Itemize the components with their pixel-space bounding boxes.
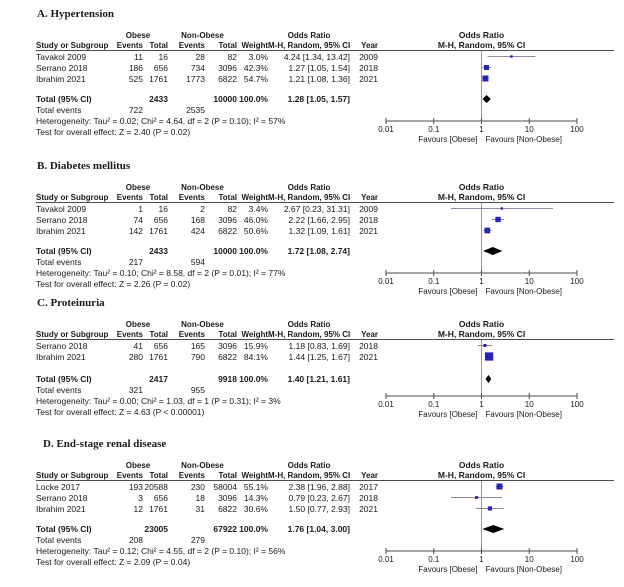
total-events-label: Total events bbox=[36, 105, 82, 115]
empty-cell bbox=[350, 105, 378, 116]
plot-header-mh-random: M-H, Random, 95% CI bbox=[437, 329, 526, 339]
empty-cell bbox=[108, 246, 143, 257]
effect-square bbox=[510, 55, 512, 57]
heterogeneity-note: Heterogeneity: Tau² = 0.00; Chi² = 1.03, df = 1 (P = 0.31); I² = 3% bbox=[36, 396, 281, 406]
nonobese-events: 1773 bbox=[186, 74, 205, 84]
odds-ratio-ci: 1.27 [1.05, 1.54] bbox=[288, 63, 350, 73]
empty-cell bbox=[143, 257, 168, 268]
obese-events: 525 bbox=[128, 74, 143, 84]
effect-square bbox=[495, 217, 500, 222]
nonobese-events: 2 bbox=[200, 204, 205, 214]
nonobese-total: 6822 bbox=[218, 352, 237, 362]
total-odds-ratio-ci: 1.28 [1.05, 1.57] bbox=[287, 94, 350, 104]
column-header-5: Weight bbox=[241, 41, 268, 50]
empty-cell bbox=[350, 535, 378, 546]
panel-end-stage-renal-disease bbox=[36, 438, 614, 578]
obese-total: 656 bbox=[153, 341, 168, 351]
axis-tick-label: 1 bbox=[479, 400, 484, 409]
nonobese-total: 6822 bbox=[218, 74, 237, 84]
column-header-4: Total bbox=[218, 193, 237, 202]
total-obese: 2433 bbox=[149, 246, 168, 256]
total-events-label: Total events bbox=[36, 257, 82, 267]
total-events-obese: 208 bbox=[128, 535, 143, 545]
empty-cell bbox=[350, 257, 378, 268]
table-row bbox=[36, 482, 378, 493]
favours-left-label: Favours [Obese] bbox=[418, 410, 478, 419]
plot-header-odds-ratio: Odds Ratio bbox=[458, 460, 505, 470]
axis-tick-label: 1 bbox=[479, 277, 484, 286]
table-row bbox=[36, 385, 378, 396]
favours-left-label: Favours [Obese] bbox=[418, 565, 478, 574]
nonobese-events: 230 bbox=[190, 482, 205, 492]
year: 2009 bbox=[359, 52, 378, 62]
total-obese: 23005 bbox=[144, 524, 168, 534]
total-odds-ratio-ci: 1.40 [1.21, 1.61] bbox=[287, 374, 350, 384]
obese-total: 656 bbox=[153, 215, 168, 225]
column-header-5: Weight bbox=[241, 193, 268, 202]
obese-events: 41 bbox=[133, 341, 143, 351]
axis-tick-label: 10 bbox=[524, 400, 534, 409]
column-header-7: Year bbox=[361, 41, 378, 50]
weight: 3.0% bbox=[248, 52, 268, 62]
column-header-2: Total bbox=[149, 471, 168, 480]
group-header-nonobese: Non-Obese bbox=[181, 320, 224, 329]
empty-cell bbox=[350, 385, 378, 396]
empty-cell bbox=[205, 257, 237, 268]
group-header-odds-ratio: Odds Ratio bbox=[287, 31, 331, 40]
year: 2018 bbox=[359, 493, 378, 503]
odds-ratio-ci: 1.21 [1.08, 1.36] bbox=[288, 74, 350, 84]
odds-ratio-ci: 0.79 [0.23, 2.67] bbox=[288, 493, 350, 503]
effect-square bbox=[485, 352, 493, 360]
forest-plot bbox=[380, 8, 624, 148]
plot-header-mh-random: M-H, Random, 95% CI bbox=[437, 470, 526, 480]
weight: 46.0% bbox=[243, 215, 268, 225]
total-events-nonobese: 955 bbox=[190, 385, 205, 395]
empty-cell bbox=[205, 105, 237, 116]
obese-events: 280 bbox=[128, 352, 143, 362]
table-row bbox=[36, 535, 378, 546]
total-diamond bbox=[483, 95, 491, 103]
effect-square bbox=[488, 506, 492, 510]
group-header-nonobese: Non-Obese bbox=[181, 183, 224, 192]
obese-events: 142 bbox=[128, 226, 143, 236]
empty-cell bbox=[268, 105, 350, 116]
axis-tick-label: 0.01 bbox=[378, 125, 394, 134]
empty-cell bbox=[237, 385, 268, 396]
nonobese-total: 6822 bbox=[218, 226, 237, 236]
column-header-4: Total bbox=[218, 330, 237, 339]
year: 2009 bbox=[359, 204, 378, 214]
empty-cell bbox=[108, 94, 143, 105]
study-name: Ibrahim 2021 bbox=[36, 352, 86, 362]
study-name: Ibrahim 2021 bbox=[36, 74, 86, 84]
study-name: Serrano 2018 bbox=[36, 215, 88, 225]
obese-events: 186 bbox=[128, 63, 143, 73]
obese-events: 11 bbox=[134, 52, 143, 62]
year: 2018 bbox=[359, 63, 378, 73]
effect-square bbox=[484, 228, 490, 234]
group-header-obese: Obese bbox=[125, 183, 151, 192]
weight: 3.4% bbox=[248, 204, 268, 214]
total-events-obese: 321 bbox=[128, 385, 143, 395]
nonobese-total: 82 bbox=[227, 52, 237, 62]
column-header-3: Events bbox=[178, 41, 205, 50]
empty-cell bbox=[237, 105, 268, 116]
year: 2021 bbox=[359, 352, 378, 362]
empty-cell bbox=[205, 385, 237, 396]
plot-header-odds-ratio: Odds Ratio bbox=[458, 319, 505, 329]
column-header-6: M-H, Random, 95% CI bbox=[268, 41, 351, 50]
panel-diabetes-mellitus bbox=[36, 160, 614, 300]
empty-cell bbox=[237, 535, 268, 546]
year: 2018 bbox=[359, 341, 378, 351]
column-header-1: Events bbox=[116, 330, 143, 339]
nonobese-events: 165 bbox=[190, 341, 205, 351]
obese-events: 74 bbox=[133, 215, 143, 225]
column-header-5: Weight bbox=[241, 471, 268, 480]
plot-header-odds-ratio: Odds Ratio bbox=[458, 30, 505, 40]
weight: 54.7% bbox=[243, 74, 268, 84]
group-header-odds-ratio: Odds Ratio bbox=[287, 183, 331, 192]
effect-square bbox=[483, 344, 486, 347]
panel-title: C. Proteinuria bbox=[37, 297, 105, 309]
table-row bbox=[36, 63, 378, 74]
axis-tick-label: 10 bbox=[524, 125, 534, 134]
table-row bbox=[36, 504, 378, 515]
column-header-6: M-H, Random, 95% CI bbox=[268, 193, 351, 202]
empty-cell bbox=[168, 374, 205, 385]
total-events-label: Total events bbox=[36, 385, 82, 395]
study-name: Serrano 2018 bbox=[36, 341, 88, 351]
column-header-3: Events bbox=[178, 471, 205, 480]
table-row bbox=[36, 52, 378, 63]
obese-total: 656 bbox=[153, 63, 168, 73]
nonobese-events: 18 bbox=[195, 493, 205, 503]
column-header-7: Year bbox=[361, 330, 378, 339]
total-nonobese: 10000 bbox=[213, 246, 237, 256]
column-header-0: Study or Subgroup bbox=[36, 193, 109, 202]
empty-cell bbox=[350, 94, 378, 105]
odds-ratio-ci: 2.67 [0.23, 31.31] bbox=[283, 204, 350, 214]
odds-ratio-ci: 1.32 [1.09, 1.61] bbox=[288, 226, 350, 236]
axis-tick-label: 100 bbox=[570, 400, 584, 409]
plot-header-odds-ratio: Odds Ratio bbox=[458, 182, 505, 192]
total-nonobese: 67922 bbox=[213, 524, 237, 534]
column-header-1: Events bbox=[116, 471, 143, 480]
column-header-6: M-H, Random, 95% CI bbox=[268, 330, 351, 339]
total-events-label: Total events bbox=[36, 535, 82, 545]
empty-cell bbox=[168, 524, 205, 535]
total-label: Total (95% CI) bbox=[36, 246, 92, 256]
total-label: Total (95% CI) bbox=[36, 94, 92, 104]
nonobese-events: 31 bbox=[195, 504, 205, 514]
total-weight: 100.0% bbox=[239, 94, 268, 104]
forest-plot bbox=[380, 160, 624, 300]
favours-left-label: Favours [Obese] bbox=[418, 287, 478, 296]
panel-title: A. Hypertension bbox=[37, 8, 114, 20]
effect-square bbox=[501, 207, 503, 209]
total-events-obese: 217 bbox=[128, 257, 143, 267]
total-odds-ratio-ci: 1.72 [1.08, 2.74] bbox=[287, 246, 350, 256]
column-header-4: Total bbox=[218, 41, 237, 50]
obese-total: 1761 bbox=[149, 352, 168, 362]
obese-total: 1761 bbox=[149, 74, 168, 84]
odds-ratio-ci: 1.44 [1.25, 1.67] bbox=[288, 352, 350, 362]
obese-events: 3 bbox=[138, 493, 143, 503]
year: 2021 bbox=[359, 74, 378, 84]
axis-tick-label: 10 bbox=[524, 277, 534, 286]
overall-effect-note: Test for overall effect: Z = 2.26 (P = 0.02) bbox=[36, 279, 191, 289]
obese-total: 20588 bbox=[144, 482, 168, 492]
total-nonobese: 10000 bbox=[213, 94, 237, 104]
overall-effect-note: Test for overall effect: Z = 2.09 (P = 0.04) bbox=[36, 557, 191, 567]
nonobese-events: 790 bbox=[190, 352, 205, 362]
obese-events: 1 bbox=[138, 204, 143, 214]
empty-cell bbox=[168, 94, 205, 105]
obese-events: 12 bbox=[133, 504, 143, 514]
empty-cell bbox=[268, 257, 350, 268]
table-row bbox=[36, 204, 378, 215]
odds-ratio-ci: 2.38 [1.96, 2.88] bbox=[288, 482, 350, 492]
column-header-2: Total bbox=[149, 41, 168, 50]
empty-cell bbox=[108, 374, 143, 385]
total-label: Total (95% CI) bbox=[36, 524, 92, 534]
year: 2017 bbox=[359, 482, 378, 492]
nonobese-total: 3096 bbox=[218, 63, 237, 73]
total-events-nonobese: 594 bbox=[190, 257, 205, 267]
empty-cell bbox=[205, 535, 237, 546]
obese-total: 656 bbox=[153, 493, 168, 503]
table-row bbox=[36, 74, 378, 85]
total-obese: 2433 bbox=[149, 94, 168, 104]
obese-total: 1761 bbox=[149, 504, 168, 514]
table-row bbox=[36, 105, 378, 116]
heterogeneity-note: Heterogeneity: Tau² = 0.10; Chi² = 8.58, df = 2 (P = 0.01); I² = 77% bbox=[36, 268, 286, 278]
table-row bbox=[36, 524, 378, 535]
group-header-nonobese: Non-Obese bbox=[181, 31, 224, 40]
overall-effect-note: Test for overall effect: Z = 4.63 (P < 0.00001) bbox=[36, 407, 205, 417]
column-header-2: Total bbox=[149, 330, 168, 339]
overall-effect-note: Test for overall effect: Z = 2.40 (P = 0.02) bbox=[36, 127, 191, 137]
empty-cell bbox=[168, 246, 205, 257]
weight: 55.1% bbox=[243, 482, 268, 492]
empty-cell bbox=[143, 385, 168, 396]
total-diamond bbox=[483, 247, 502, 255]
nonobese-events: 734 bbox=[190, 63, 205, 73]
weight: 84.1% bbox=[243, 352, 268, 362]
nonobese-total: 3096 bbox=[218, 493, 237, 503]
plot-header-mh-random: M-H, Random, 95% CI bbox=[437, 192, 526, 202]
heterogeneity-note: Heterogeneity: Tau² = 0.12; Chi² = 4.55, df = 2 (P = 0.10); I² = 56% bbox=[36, 546, 286, 556]
panel-hypertension bbox=[36, 8, 614, 148]
group-header-nonobese: Non-Obese bbox=[181, 461, 224, 470]
column-header-3: Events bbox=[178, 330, 205, 339]
study-name: Tavakol 2009 bbox=[36, 204, 87, 214]
axis-tick-label: 0.01 bbox=[378, 400, 394, 409]
study-name: Serrano 2018 bbox=[36, 493, 88, 503]
group-header-obese: Obese bbox=[125, 31, 151, 40]
column-header-7: Year bbox=[361, 471, 378, 480]
axis-tick-label: 100 bbox=[570, 125, 584, 134]
group-header-obese: Obese bbox=[125, 320, 151, 329]
weight: 42.3% bbox=[243, 63, 268, 73]
total-weight: 100.0% bbox=[239, 246, 268, 256]
empty-cell bbox=[108, 524, 143, 535]
column-header-0: Study or Subgroup bbox=[36, 330, 109, 339]
odds-ratio-ci: 1.50 [0.77, 2.93] bbox=[288, 504, 350, 514]
axis-tick-label: 1 bbox=[479, 125, 484, 134]
forest-plot bbox=[380, 438, 624, 578]
nonobese-total: 6822 bbox=[218, 504, 237, 514]
nonobese-events: 424 bbox=[190, 226, 205, 236]
axis-tick-label: 100 bbox=[570, 277, 584, 286]
odds-ratio-ci: 1.18 [0.83, 1.69] bbox=[288, 341, 350, 351]
favours-right-label: Favours [Non-Obese] bbox=[485, 287, 562, 296]
column-header-5: Weight bbox=[241, 330, 268, 339]
column-header-0: Study or Subgroup bbox=[36, 471, 109, 480]
axis-tick-label: 10 bbox=[524, 555, 534, 564]
axis-tick-label: 0.01 bbox=[378, 555, 394, 564]
total-nonobese: 9918 bbox=[218, 374, 237, 384]
axis-tick-label: 1 bbox=[479, 555, 484, 564]
total-odds-ratio-ci: 1.76 [1.04, 3.00] bbox=[287, 524, 350, 534]
obese-events: 193 bbox=[128, 482, 143, 492]
total-events-nonobese: 2535 bbox=[186, 105, 205, 115]
column-header-3: Events bbox=[178, 193, 205, 202]
empty-cell bbox=[350, 524, 378, 535]
favours-right-label: Favours [Non-Obese] bbox=[485, 565, 562, 574]
study-name: Ibrahim 2021 bbox=[36, 504, 86, 514]
axis-tick-label: 0.1 bbox=[428, 400, 440, 409]
table-row bbox=[36, 246, 378, 257]
nonobese-total: 3096 bbox=[218, 215, 237, 225]
nonobese-total: 3096 bbox=[218, 341, 237, 351]
table-row bbox=[36, 352, 378, 363]
table-row bbox=[36, 226, 378, 237]
total-weight: 100.0% bbox=[239, 524, 268, 534]
obese-total: 1761 bbox=[149, 226, 168, 236]
column-header-1: Events bbox=[116, 193, 143, 202]
empty-cell bbox=[237, 257, 268, 268]
effect-square bbox=[496, 483, 502, 489]
favours-right-label: Favours [Non-Obese] bbox=[485, 135, 562, 144]
group-header-odds-ratio: Odds Ratio bbox=[287, 461, 331, 470]
column-header-6: M-H, Random, 95% CI bbox=[268, 471, 351, 480]
empty-cell bbox=[143, 105, 168, 116]
study-name: Tavakol 2009 bbox=[36, 52, 87, 62]
empty-cell bbox=[350, 246, 378, 257]
column-header-7: Year bbox=[361, 193, 378, 202]
forest-plot bbox=[380, 297, 624, 418]
obese-total: 16 bbox=[158, 204, 168, 214]
panel-title: B. Diabetes mellitus bbox=[37, 160, 131, 172]
study-name: Locke 2017 bbox=[36, 482, 80, 492]
total-obese: 2417 bbox=[149, 374, 168, 384]
weight: 14.3% bbox=[243, 493, 268, 503]
group-header-odds-ratio: Odds Ratio bbox=[287, 320, 331, 329]
favours-right-label: Favours [Non-Obese] bbox=[485, 410, 562, 419]
nonobese-events: 28 bbox=[195, 52, 205, 62]
weight: 15.9% bbox=[243, 341, 268, 351]
total-diamond bbox=[485, 375, 491, 383]
total-weight: 100.0% bbox=[239, 374, 268, 384]
year: 2021 bbox=[359, 226, 378, 236]
total-events-nonobese: 279 bbox=[190, 535, 205, 545]
nonobese-total: 82 bbox=[227, 204, 237, 214]
nonobese-events: 168 bbox=[190, 215, 205, 225]
column-header-4: Total bbox=[218, 471, 237, 480]
year: 2021 bbox=[359, 504, 378, 514]
axis-tick-label: 0.1 bbox=[428, 555, 440, 564]
column-header-2: Total bbox=[149, 193, 168, 202]
column-header-1: Events bbox=[116, 41, 143, 50]
axis-tick-label: 0.01 bbox=[378, 277, 394, 286]
favours-left-label: Favours [Obese] bbox=[418, 135, 478, 144]
axis-tick-label: 100 bbox=[570, 555, 584, 564]
total-events-obese: 722 bbox=[128, 105, 143, 115]
table-row bbox=[36, 493, 378, 504]
year: 2018 bbox=[359, 215, 378, 225]
empty-cell bbox=[268, 535, 350, 546]
total-label: Total (95% CI) bbox=[36, 374, 92, 384]
study-name: Serrano 2018 bbox=[36, 63, 88, 73]
table-row bbox=[36, 94, 378, 105]
weight: 50.6% bbox=[243, 226, 268, 236]
effect-square bbox=[484, 65, 489, 70]
axis-tick-label: 0.1 bbox=[428, 125, 440, 134]
empty-cell bbox=[268, 385, 350, 396]
obese-total: 16 bbox=[158, 52, 168, 62]
total-diamond bbox=[482, 525, 504, 533]
effect-square bbox=[482, 75, 488, 81]
panel-proteinuria bbox=[36, 297, 614, 418]
table-row bbox=[36, 257, 378, 268]
table-row bbox=[36, 215, 378, 226]
table-row bbox=[36, 341, 378, 352]
empty-cell bbox=[350, 374, 378, 385]
effect-square bbox=[475, 496, 478, 499]
table-row bbox=[36, 374, 378, 385]
plot-header-mh-random: M-H, Random, 95% CI bbox=[437, 40, 526, 50]
axis-tick-label: 0.1 bbox=[428, 277, 440, 286]
group-header-obese: Obese bbox=[125, 461, 151, 470]
column-header-0: Study or Subgroup bbox=[36, 41, 109, 50]
nonobese-total: 58004 bbox=[213, 482, 237, 492]
odds-ratio-ci: 2.22 [1.66, 2.95] bbox=[288, 215, 350, 225]
heterogeneity-note: Heterogeneity: Tau² = 0.02; Chi² = 4.64, df = 2 (P = 0.10); I² = 57% bbox=[36, 116, 286, 126]
panel-title: D. End-stage renal disease bbox=[43, 438, 167, 450]
empty-cell bbox=[143, 535, 168, 546]
odds-ratio-ci: 4.24 [1.34, 13.42] bbox=[283, 52, 350, 62]
study-name: Ibrahim 2021 bbox=[36, 226, 86, 236]
weight: 30.6% bbox=[243, 504, 268, 514]
